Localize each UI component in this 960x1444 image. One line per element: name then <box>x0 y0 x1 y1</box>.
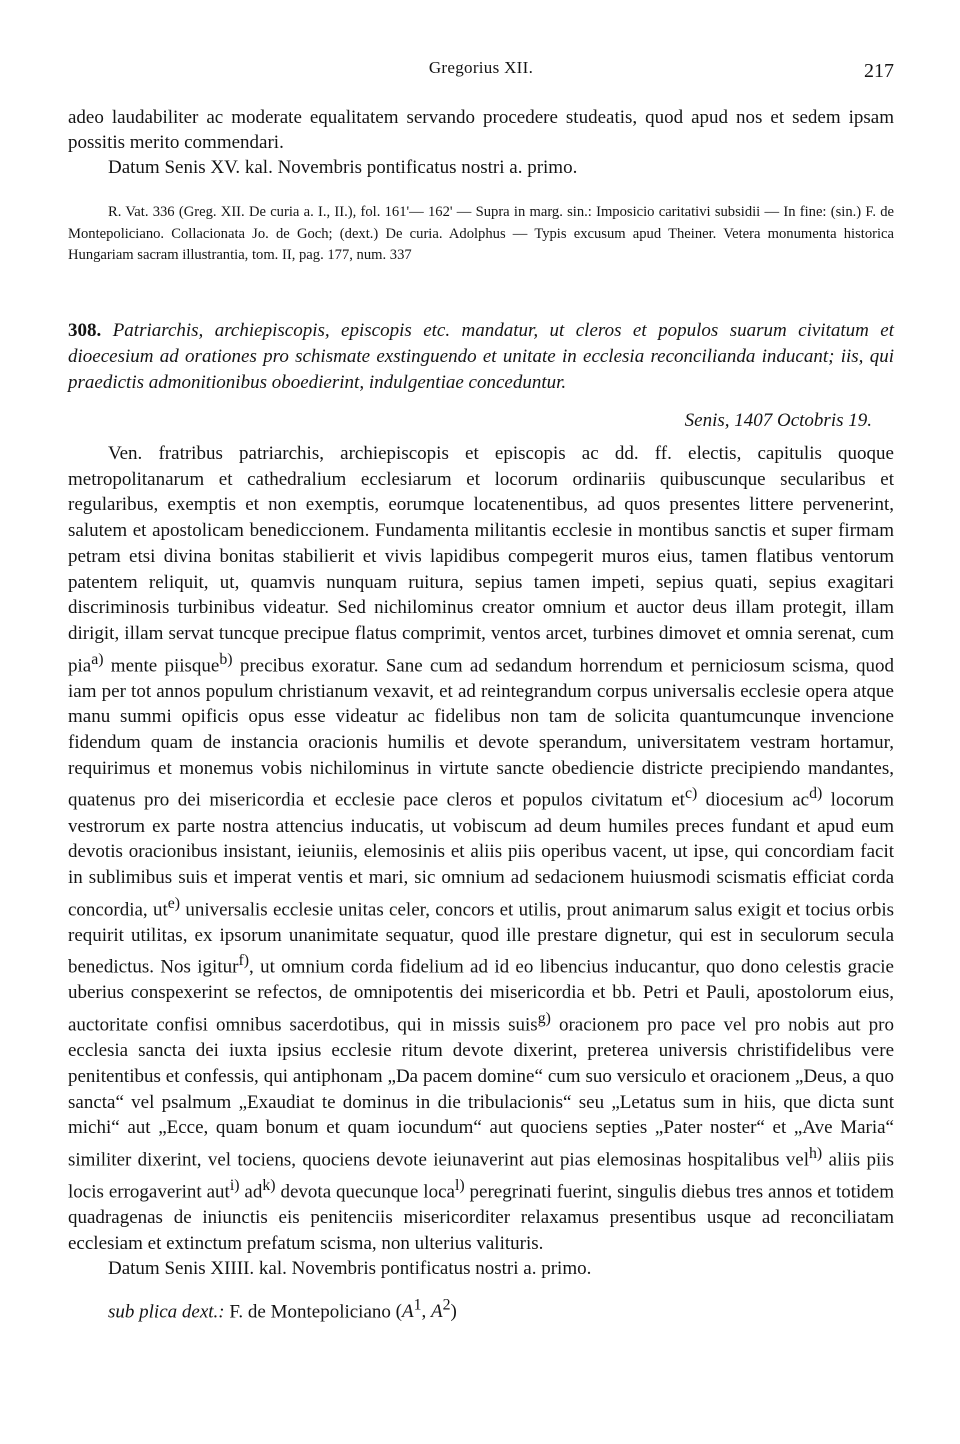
sub-plica-name: F. de Montepoliciano <box>229 1301 391 1323</box>
body-text-run: Ven. fratribus patriarchis, archiepiscopis et episcopis ac dd. ff. electis, capitulis quoque metropolitanarum et cathedralium ecclesiarum et locorum ordinariis quibuscunque secularibus et regularibus, exemptis et non exemptis, eorumque locatenentibus, ad quos presentes littere pervenerint, salutem et apostolicam benediccionem. Fundamenta militantis ecclesie in montibus sanctis et super firmam petram etsi divina bonitas stabilierit et vivis lapidibus compegerit muros eius, tamen flatibus ventorum patentem reliquit, ut, quamvis nunquam ruitura, sepius tamen impeti, sepius quati, sepius exagitari discriminosis turbinibus videatur. Sed nichilominus creator omnium et auctor deus illam protegit, illam dirigit, illam servat tuncque precipue flatus comprimit, ventos arcet, turbines dimovet et omnia serenat, cum pia <box>68 443 894 676</box>
regest <box>68 318 894 396</box>
body-text-run: , ut omnium corda fidelium ad id eo libencius inducantur, quo dono celestis gracie uberius conspexerint se refectos, de omnipotentis dei misericordia et bb. Petri et Pauli, apostolorum eius, auctoritate confisi omnibus sacerdotibus, qui in missis suis <box>68 956 894 1036</box>
footnote-ref: c) <box>684 785 698 803</box>
running-title: Gregorius XII. <box>428 58 534 77</box>
body-text-run: peregrinati fuerint, singulis diebus tres annos et totidem quadragenas de iniunctis eis penitenciis misericorditer relaxamus presentibus usque ad reconciliatam ecclesiam et extinctum prefatum scisma, non ulterius valituris. <box>68 1181 895 1254</box>
previous-text-paragraph: adeo laudabiliter ac moderate equalitatem servando procedere studeatis, quod apud nos et sedem ipsam possitis merito commendari. <box>68 107 894 153</box>
siglum-sup: 1 <box>413 1297 422 1314</box>
footnote-ref: a) <box>91 650 104 668</box>
body-text-run: ad <box>239 1181 263 1203</box>
sigla-separator: , <box>421 1301 432 1323</box>
sub-plica-label: sub plica dext.: <box>108 1301 225 1323</box>
source-apparatus: R. Vat. 336 (Greg. XII. De curia a. I., II.), fol. 161'— 162' — Supra in marg. sin.: Imposicio caritativi subsidii — In fine: (sin.) F. de Montepoliciano. Collacionata Jo. de Goch; (dext.) De curia. Adolphus — Typis excusum apud Theiner. Vetera monumenta historica Hungariam sacram illustrantia, tom. II, pag. 177, num. 337 <box>68 204 894 263</box>
footnote-ref: i) <box>229 1176 240 1194</box>
footnote-ref: l) <box>454 1176 465 1194</box>
running-head <box>68 58 894 88</box>
body-text-run: mente piisque <box>103 654 220 676</box>
source-notes <box>68 202 894 267</box>
sigla <box>395 1297 457 1323</box>
body-text-run: oracionem pro pace vel pro nobis aut pro ecclesia sancta dei iuxta ipsius ecclesie ritum devote dixerint, preterea universis christifidelibus vere penitentibus et confessis, qui antiphonam „Da pacem domine“ cum suo versiculo et oracionem „Deus, a quo sancta“ vel psalmum „Exaudiat te dominus in die tribulacionis“ seu „Letatus sum in hiis, que dicta sunt michi“ aut „Ecce, quam bonum et quam iocundum“ aut quociens septies „Pater noster“ et „Ave Maria“ similiter dixerint, vel tociens, quociens devote ieiunaverint aut pias elemosinas hospitalibus vel <box>68 1014 894 1171</box>
sigla-close: ) <box>450 1301 457 1323</box>
body-paragraph <box>68 441 894 1256</box>
document-summary: Patriarchis, archiepiscopis, episcopis etc. mandatur, ut cleros et populos suarum civitatum et dioecesium ad orationes pro schismate exstinguendo et unitate in ecclesia reconcilianda inducant; iis, qui praedictis admonitionibus oboedierint, indulgentiae conceduntur. <box>68 320 894 393</box>
footnote-ref: k) <box>262 1176 276 1194</box>
body-text-run: locorum vestrorum ex parte nostra attencius inducatis, ut vobiscum ad deum humiles preces fundant et apud eum devotis oracionibus insistant, ieiuniis, elemosinis et aliis piis operibus vacent, ut ipse, qui concordiam facit in sublimibus suis et imperat ventis et mari, sic omnium ad sedacionem huiusmodi scismatis efficiat corda concordia, ut <box>68 789 894 920</box>
footnote-ref: b) <box>219 650 233 668</box>
footnote-ref: h) <box>809 1144 823 1162</box>
body-text-run: universalis ecclesie unitas celer, concors et utilis, prout animarum salus exigit et tocius orbis requirit utilitas, ex ipsorum unanimitate sequatur, quod ille prestare dignetur, qui est in seculorum secula benedictus. Nos igitur <box>68 898 894 978</box>
closing-dating <box>68 1256 894 1282</box>
sigla-open: ( <box>395 1301 402 1323</box>
footnote-ref: d) <box>809 785 823 803</box>
body-text-run: diocesium ac <box>697 789 810 811</box>
document-body <box>68 441 894 1256</box>
place-date: Senis, 1407 Octobris 19. <box>684 410 872 431</box>
body-text-run: aliis piis locis errogaverint aut <box>68 1149 894 1203</box>
previous-dating: Datum Senis XV. kal. Novembris pontificatus nostri a. primo. <box>108 157 578 178</box>
sub-plica-line <box>108 1293 894 1325</box>
footnote-ref: g) <box>537 1010 551 1028</box>
siglum: A <box>401 1301 414 1323</box>
footnote-ref: f) <box>238 952 249 970</box>
previous-document-end <box>68 105 894 180</box>
siglum: A <box>431 1301 443 1323</box>
page-number: 217 <box>864 60 894 82</box>
document-heading <box>68 318 894 434</box>
dating-line: Datum Senis XIIII. kal. Novembris pontificatus nostri a. primo. <box>108 1258 592 1279</box>
document-number: 308. <box>68 320 102 341</box>
footnote-ref: e) <box>167 894 181 912</box>
body-text-run: precibus exoratur. Sane cum ad sedandum horrendum et perniciosum scisma, quod iam per tot annos populum christianum vexavit, et ad reintegrandum corpus universalis ecclesie opera atque manu summi opificis opus esse videatur ac fidelibus non tam de solicita quantumcunque invencione fidendum quam de instancia oracionis humilis et devote sperandum, universitatem vestram hortamur, requirimus et monemus vobis nichilominus in virtute sancte obediencie districte precipiendo mandantes, quatenus pro dei misericordia et ecclesie pace cleros et populos civitatum et <box>68 654 894 811</box>
body-text-run: devota quecunque loca <box>275 1181 455 1203</box>
siglum-sup: 2 <box>442 1297 451 1314</box>
